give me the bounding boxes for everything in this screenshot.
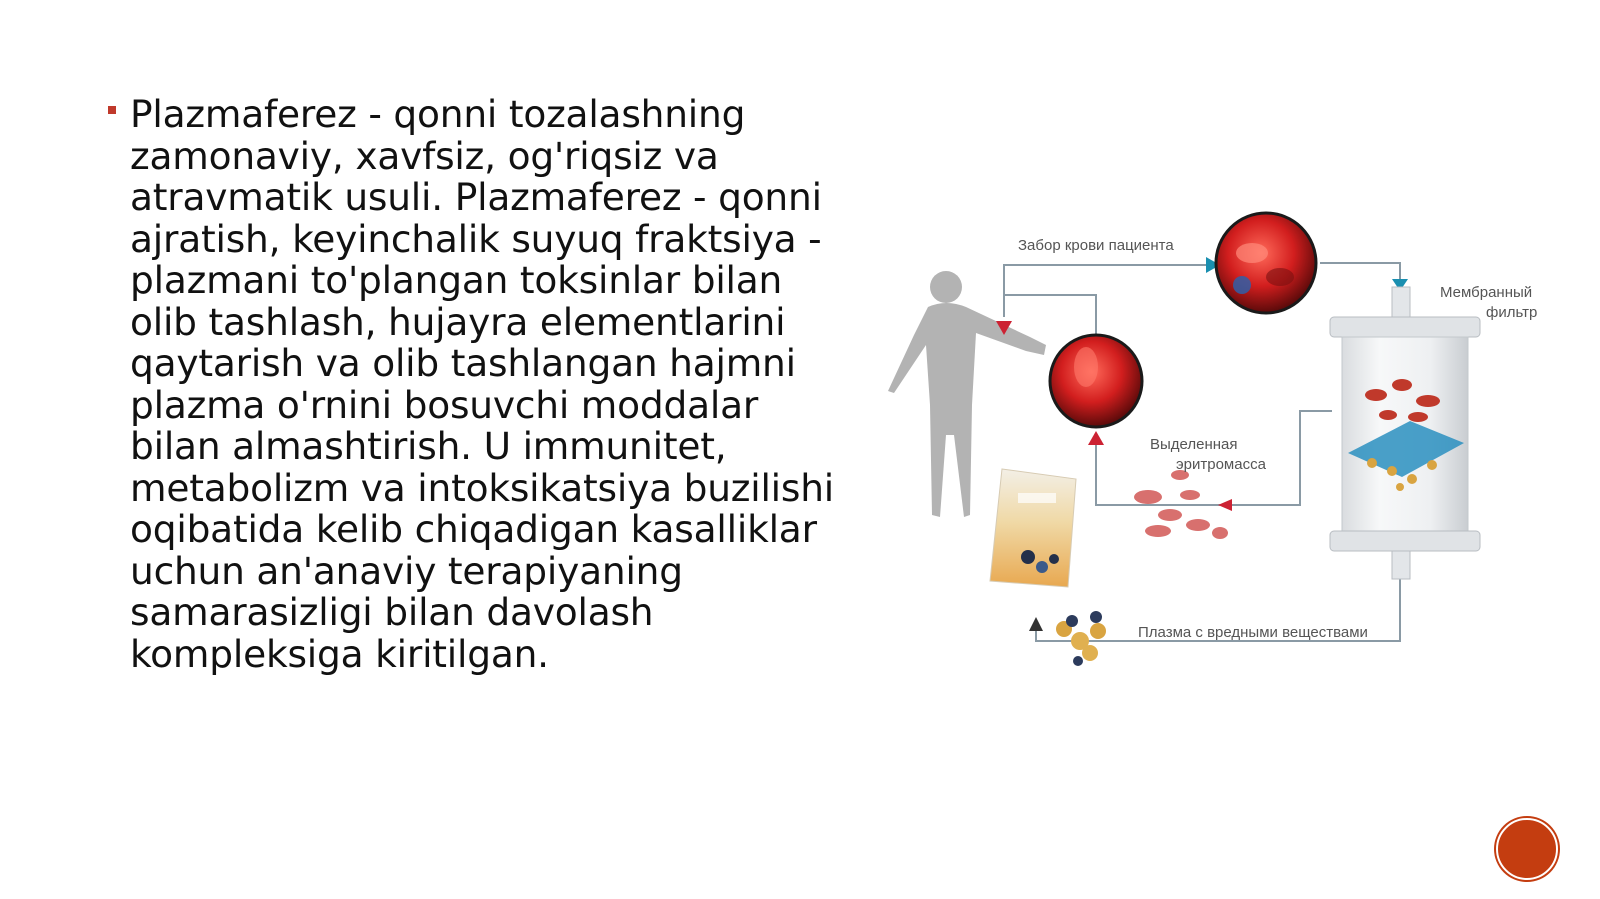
next-slide-button[interactable] (1496, 818, 1558, 880)
blood-vessel-circle-icon (1050, 335, 1142, 427)
bullet-paragraph: Plazmaferez - qonni tozalashning zamonaviy, xavfsiz, og'riqsiz va atravmatik usuli. Plazmaferez - qonni ajratish, keyinchalik suyuq fraktsiya - plazmani to'plangan toksinlar bilan olib tashlash, hujayra elementlarini qaytarish va olib tashlangan hajmni plazma o'rnini bosuvchi moddalar bilan almashtirish. U immunitet, metabolizm va intoksikatsiya buzilishi oqibatida kelib chiqadigan kasalliklar uchun an'anaviy terapiyaning samarasizligi bilan davolash kompleksiga kiritilgan. (130, 92, 835, 676)
label-separated-2: эритромасса (1176, 456, 1266, 473)
bullet-marker-icon (108, 106, 116, 114)
blood-cells-circle-icon (1216, 213, 1316, 313)
arrow-left-red-icon (1218, 499, 1232, 511)
plasmapheresis-diagram (880, 195, 1600, 715)
label-blood-draw: Забор крови пациента (1018, 237, 1174, 254)
to-filter-line (1320, 263, 1400, 283)
diagram-svg (880, 195, 1600, 715)
label-plasma-harmful: Плазма с вредными веществами (1138, 624, 1368, 641)
label-membrane-filter-2: фильтр (1486, 304, 1538, 321)
harmful-particles-icon (1056, 611, 1106, 666)
arrow-up-red-icon (1088, 431, 1104, 445)
arrow-up-dark-icon (1029, 617, 1043, 631)
bullet-item (108, 94, 898, 675)
label-separated-1: Выделенная (1150, 436, 1238, 453)
plasma-bag-icon (990, 469, 1076, 587)
label-membrane-filter-1: Мембранный (1440, 284, 1533, 301)
draw-line (1004, 265, 1206, 317)
membrane-filter-icon (1330, 287, 1480, 579)
